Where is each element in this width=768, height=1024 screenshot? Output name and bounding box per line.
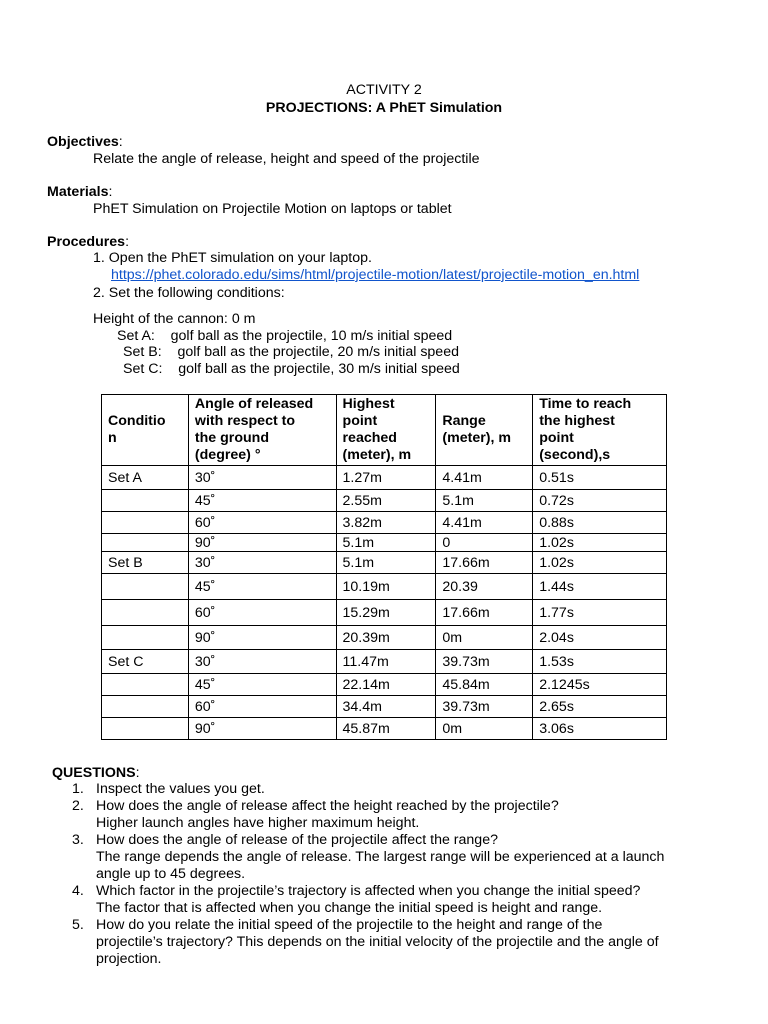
table-row — [102, 574, 667, 600]
cell-range: 17.66m — [436, 552, 533, 574]
answer-text: Higher launch angles have higher maximum height. — [96, 815, 420, 831]
answer-text: The factor that is affected when you change the initial speed is height and range. — [96, 900, 603, 916]
header-height: Highest point reached (meter), m — [336, 395, 436, 466]
cell-angle: 30˚ — [188, 466, 336, 490]
cell-angle: 90˚ — [188, 718, 336, 740]
table-header-row — [102, 395, 667, 466]
question-text: How do you relate the initial speed of the projectile to the height and range of the — [96, 917, 603, 933]
cell-angle: 90˚ — [188, 626, 336, 650]
cell-time: 2.1245s — [533, 674, 667, 696]
cell-height: 22.14m — [336, 674, 436, 696]
cell-height: 10.19m — [336, 574, 436, 600]
cell-time: 2.04s — [533, 626, 667, 650]
cell-range: 45.84m — [436, 674, 533, 696]
cell-condition: Set B — [102, 552, 189, 574]
cell-time: 0.88s — [533, 512, 667, 534]
cell-range: 0m — [436, 626, 533, 650]
table-row — [102, 674, 667, 696]
cell-condition — [102, 600, 189, 626]
cell-time: 1.02s — [533, 534, 667, 552]
materials-text: PhET Simulation on Projectile Motion on laptops or tablet — [93, 201, 452, 217]
question-number: 3. — [72, 832, 84, 848]
header-time: Time to reach the highest point (second),s — [533, 395, 667, 466]
question-text: How does the angle of release of the projectile affect the range? — [96, 832, 498, 848]
phet-link[interactable]: https://phet.colorado.edu/sims/html/projectile-motion/latest/projectile-motion_en.html — [111, 267, 640, 283]
set-c-line: Set C: golf ball as the projectile, 30 m/s initial speed — [123, 361, 460, 377]
cell-condition — [102, 718, 189, 740]
cell-range: 0m — [436, 718, 533, 740]
table-row — [102, 650, 667, 674]
answer-text: projectile’s trajectory? This depends on the initial velocity of the projectile and the angle of — [96, 934, 659, 950]
cell-time: 1.77s — [533, 600, 667, 626]
cell-condition — [102, 626, 189, 650]
table-row — [102, 552, 667, 574]
cannon-height: Height of the cannon: 0 m — [93, 311, 256, 327]
cell-angle: 45˚ — [188, 674, 336, 696]
table-row — [102, 534, 667, 552]
cell-condition — [102, 512, 189, 534]
cell-condition: Set A — [102, 466, 189, 490]
cell-angle: 30˚ — [188, 650, 336, 674]
question-text: How does the angle of release affect the height reached by the projectile? — [96, 798, 559, 814]
header-condition: Conditio n — [102, 395, 189, 466]
activity-label: ACTIVITY 2 — [346, 82, 422, 98]
cell-angle: 30˚ — [188, 552, 336, 574]
cell-angle: 45˚ — [188, 574, 336, 600]
objectives-heading: Objectives: — [47, 134, 123, 150]
set-b-line: Set B: golf ball as the projectile, 20 m/s initial speed — [123, 344, 459, 360]
cell-time: 1.02s — [533, 552, 667, 574]
table-row — [102, 466, 667, 490]
answer-text: The range depends the angle of release. The largest range will be experienced at a launch — [96, 849, 665, 865]
cell-height: 15.29m — [336, 600, 436, 626]
question-item — [72, 883, 732, 917]
question-item — [72, 832, 732, 883]
cell-time: 0.72s — [533, 490, 667, 512]
question-number: 5. — [72, 917, 84, 933]
cell-angle: 60˚ — [188, 600, 336, 626]
cell-range: 4.41m — [436, 512, 533, 534]
cell-condition — [102, 534, 189, 552]
procedure-step-2: 2. Set the following conditions: — [93, 285, 285, 301]
table-row — [102, 490, 667, 512]
question-item — [72, 798, 732, 832]
cell-range: 5.1m — [436, 490, 533, 512]
question-item — [72, 917, 732, 968]
table-row — [102, 718, 667, 740]
cell-angle: 90˚ — [188, 534, 336, 552]
cell-angle: 60˚ — [188, 512, 336, 534]
cell-height: 5.1m — [336, 552, 436, 574]
results-table — [101, 394, 667, 740]
question-item — [72, 781, 732, 798]
cell-time: 0.51s — [533, 466, 667, 490]
cell-range: 39.73m — [436, 650, 533, 674]
document-title: PROJECTIONS: A PhET Simulation — [265, 100, 503, 116]
cell-height: 20.39m — [336, 626, 436, 650]
procedure-step-1: 1. Open the PhET simulation on your laptop. — [93, 250, 372, 266]
objectives-text: Relate the angle of release, height and speed of the projectile — [93, 151, 480, 167]
question-number: 2. — [72, 798, 84, 814]
cell-height: 11.47m — [336, 650, 436, 674]
cell-condition — [102, 696, 189, 718]
table-row — [102, 626, 667, 650]
cell-condition — [102, 674, 189, 696]
answer-text: angle up to 45 degrees. — [96, 866, 246, 882]
question-text: Which factor in the projectile’s trajectory is affected when you change the initial speed? — [96, 883, 641, 899]
table-row — [102, 696, 667, 718]
cell-condition — [102, 490, 189, 512]
cell-range: 4.41m — [436, 466, 533, 490]
cell-height: 3.82m — [336, 512, 436, 534]
cell-time: 1.53s — [533, 650, 667, 674]
question-text: Inspect the values you get. — [96, 781, 265, 797]
cell-height: 45.87m — [336, 718, 436, 740]
cell-condition — [102, 574, 189, 600]
cell-time: 2.65s — [533, 696, 667, 718]
header-angle: Angle of released with respect to the ground (degree) ° — [188, 395, 336, 466]
cell-height: 5.1m — [336, 534, 436, 552]
header-range: Range (meter), m — [436, 395, 533, 466]
table-row — [102, 600, 667, 626]
set-a-line: Set A: golf ball as the projectile, 10 m/s initial speed — [117, 328, 453, 344]
question-number: 4. — [72, 883, 84, 899]
questions-heading: QUESTIONS: — [52, 765, 140, 781]
question-number: 1. — [72, 781, 84, 797]
cell-angle: 45˚ — [188, 490, 336, 512]
procedures-heading: Procedures: — [47, 234, 130, 250]
questions-list — [72, 781, 732, 968]
table-row — [102, 512, 667, 534]
cell-range: 20.39 — [436, 574, 533, 600]
answer-text: projection. — [96, 951, 162, 967]
cell-height: 2.55m — [336, 490, 436, 512]
cell-range: 17.66m — [436, 600, 533, 626]
cell-angle: 60˚ — [188, 696, 336, 718]
cell-time: 3.06s — [533, 718, 667, 740]
cell-height: 1.27m — [336, 466, 436, 490]
cell-condition: Set C — [102, 650, 189, 674]
cell-height: 34.4m — [336, 696, 436, 718]
materials-heading: Materials: — [47, 184, 113, 200]
cell-time: 1.44s — [533, 574, 667, 600]
cell-range: 0 — [436, 534, 533, 552]
cell-range: 39.73m — [436, 696, 533, 718]
